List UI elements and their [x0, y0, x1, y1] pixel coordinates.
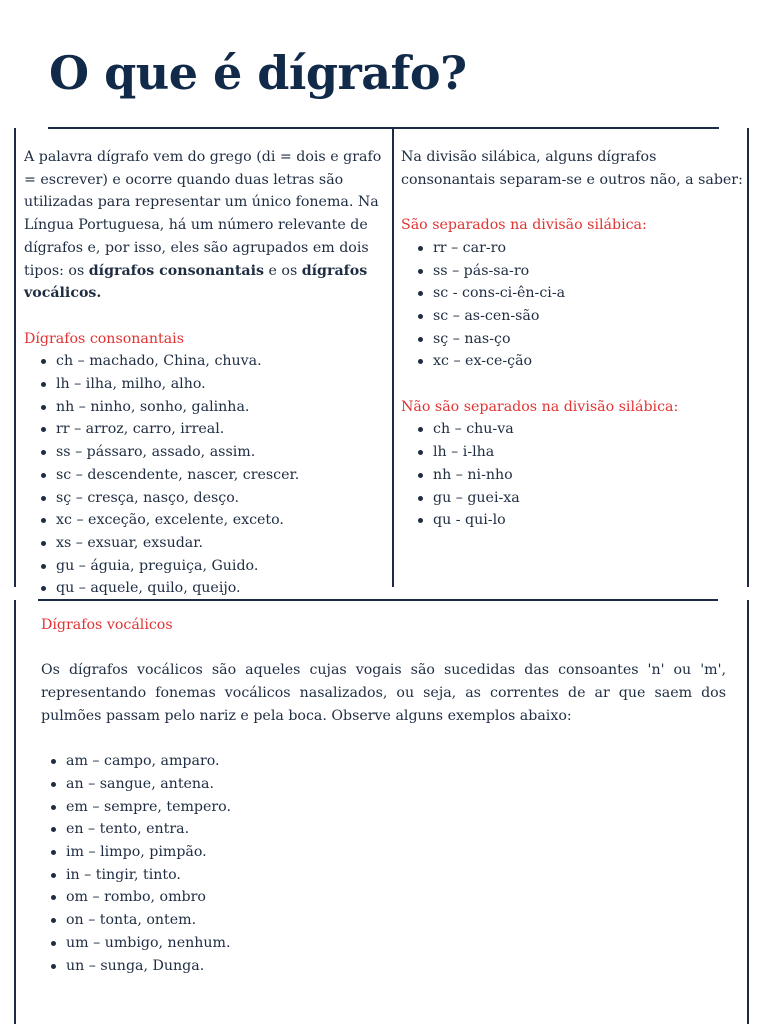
separated-list [433, 237, 743, 373]
left-column [24, 146, 386, 600]
list-item: rr – arroz, carro, irreal. [56, 418, 386, 441]
page-title: O que é dígrafo? [49, 46, 467, 100]
separated-heading: São separados na divisão silábica: [401, 217, 647, 234]
consonant-digraphs-heading: Dígrafos consonantais [24, 330, 184, 347]
list-item: ch – chu-va [433, 418, 743, 441]
right-column [401, 146, 743, 532]
intro-paragraph: A palavra dígrafo vem do grego (di = dois e grafo = escrever) e ocorre quando duas letras são utilizadas para representar um único fonema. Na Língua Portuguesa, há um número relevante de dígrafos e, por isso, eles são agrupados em dois tipos: os dígrafos consonantais e os dígrafos vocálicos. [24, 149, 382, 302]
list-item: sç – nas-ço [433, 328, 743, 351]
not-separated-list [433, 418, 743, 532]
list-item: um – umbigo, nenhum. [66, 932, 726, 955]
syllable-intro: Na divisão silábica, alguns dígrafos consonantais separam-se e outros não, a saber: [401, 149, 743, 188]
list-item: qu - qui-lo [433, 509, 743, 532]
list-item: sc – as-cen-são [433, 305, 743, 328]
vowel-digraphs-paragraph: Os dígrafos vocálicos são aqueles cujas vogais são sucedidas das consoantes 'n' ou 'm', representando fonemas vocálicos nasalizados, ou seja, as correntes de ar que saem dos pulmões passam pelo nariz e pela boca. Observe alguns exemplos abaixo: [41, 662, 726, 724]
list-item: rr – car-ro [433, 237, 743, 260]
list-item: en – tento, entra. [66, 818, 726, 841]
list-item: im – limpo, pimpão. [66, 841, 726, 864]
list-item: gu – águia, preguiça, Guido. [56, 555, 386, 578]
list-item: in – tingir, tinto. [66, 864, 726, 887]
list-item: on – tonta, ontem. [66, 909, 726, 932]
consonant-digraphs-list [56, 350, 386, 600]
list-item: nh – ninho, sonho, galinha. [56, 396, 386, 419]
bottom-right-border [747, 600, 749, 1024]
bottom-left-border [14, 600, 16, 1024]
list-item: am – campo, amparo. [66, 750, 726, 773]
list-item: sc - cons-ci-ên-ci-a [433, 282, 743, 305]
list-item: em – sempre, tempero. [66, 796, 726, 819]
list-item: gu – guei-xa [433, 487, 743, 510]
list-item: ss – pás-sa-ro [433, 260, 743, 283]
list-item: lh – ilha, milho, alho. [56, 373, 386, 396]
list-item: lh – i-lha [433, 441, 743, 464]
list-item: ch – machado, China, chuva. [56, 350, 386, 373]
list-item: sc – descendente, nascer, crescer. [56, 464, 386, 487]
list-item: sç – cresça, nasço, desço. [56, 487, 386, 510]
title-divider [48, 127, 719, 129]
right-border [747, 128, 749, 587]
bottom-section [41, 614, 726, 977]
list-item: un – sunga, Dunga. [66, 955, 726, 978]
list-item: xs – exsuar, exsudar. [56, 532, 386, 555]
list-item: qu – aquele, quilo, queijo. [56, 577, 386, 600]
vowel-digraphs-list [66, 750, 726, 977]
list-item: om – rombo, ombro [66, 886, 726, 909]
list-item: ss – pássaro, assado, assim. [56, 441, 386, 464]
column-divider [392, 128, 394, 587]
list-item: xc – ex-ce-ção [433, 350, 743, 373]
not-separated-heading: Não são separados na divisão silábica: [401, 398, 679, 415]
vowel-digraphs-heading: Dígrafos vocálicos [41, 617, 173, 633]
list-item: nh – ni-nho [433, 464, 743, 487]
left-border [14, 128, 16, 587]
list-item: an – sangue, antena. [66, 773, 726, 796]
list-item: xc – exceção, excelente, exceto. [56, 509, 386, 532]
